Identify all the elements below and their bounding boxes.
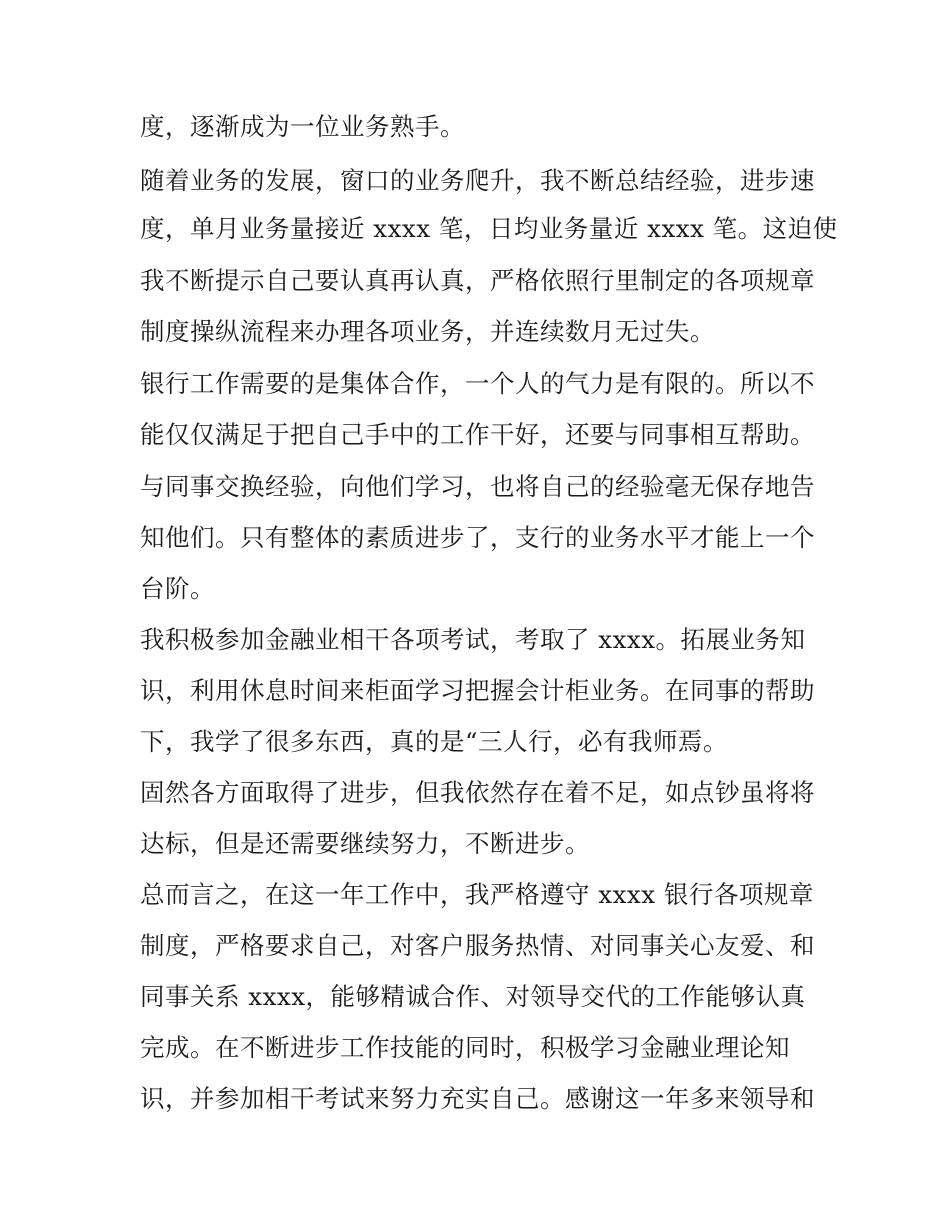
text-line: 我不断提示自己要认真再认真，严格依照行里制定的各项规章 — [140, 266, 815, 295]
text-line: 我积极参加金融业相干各项考试，考取了 xxxx。拓展业务知 — [140, 625, 806, 654]
text-line: 制度操纵流程来办理各项业务，并连续数月无过失。 — [140, 317, 715, 346]
text-line: 知他们。只有整体的素质进步了，支行的业务水平才能上一个 — [140, 523, 815, 552]
text-line: 固然各方面取得了进步，但我依然存在着不足，如点钞虽将将 — [140, 778, 815, 807]
text-line: 台阶。 — [140, 574, 215, 603]
text-line: 达标，但是还需要继续努力，不断进步。 — [140, 829, 590, 858]
text-line: 制度，严格要求自己，对客户服务热情、对同事关心友爱、和 — [140, 931, 815, 960]
text-line: 随着业务的发展，窗口的业务爬升，我不断总结经验，进步速 — [140, 166, 815, 195]
text-line: 度，逐渐成为一位业务熟手。 — [140, 112, 465, 141]
text-line: 完成。在不断进步工作技能的同时，积极学习金融业理论知 — [140, 1033, 790, 1062]
text-line: 度，单月业务量接近 xxxx 笔，日均业务量近 xxxx 笔。这迫使 — [140, 214, 838, 243]
text-line: 识，并参加相干考试来努力充实自己。感谢这一年多来领导和 — [140, 1084, 815, 1113]
text-line: 下，我学了很多东西，真的是“三人行，必有我师焉。 — [140, 727, 729, 756]
text-line: 总而言之，在这一年工作中，我严格遵守 xxxx 银行各项规章 — [140, 880, 814, 909]
text-line: 能仅仅满足于把自己手中的工作干好，还要与同事相互帮助。 — [140, 420, 815, 449]
text-line: 银行工作需要的是集体合作，一个人的气力是有限的。所以不 — [140, 369, 815, 398]
text-line: 与同事交换经验，向他们学习，也将自己的经验毫无保存地告 — [140, 472, 815, 501]
text-line: 同事关系 xxxx，能够精诚合作、对领导交代的工作能够认真 — [140, 982, 806, 1011]
text-line: 识，利用休息时间来柜面学习把握会计柜业务。在同事的帮助 — [140, 676, 815, 705]
